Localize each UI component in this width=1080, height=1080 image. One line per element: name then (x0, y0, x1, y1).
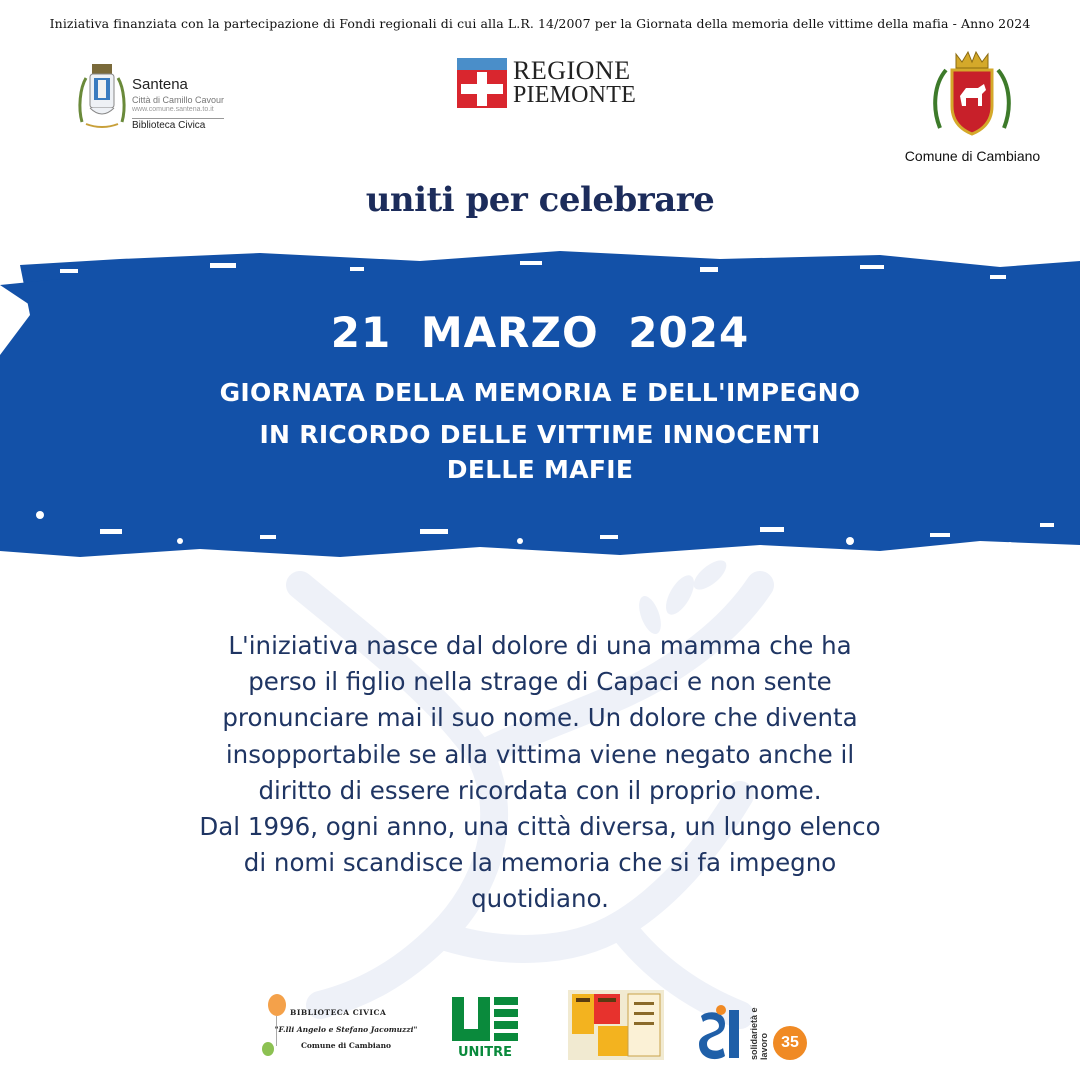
balloon-icon (262, 1042, 274, 1056)
brush-stroke-icon (0, 245, 1080, 575)
santena-subtitle: Città di Camillo Cavour (132, 95, 225, 105)
biblioteca-place: Comune di Cambiano (300, 1041, 392, 1050)
body-line: quotidiano. (471, 884, 609, 914)
piemonte-flag-icon (457, 58, 507, 108)
santena-name: Santena (132, 76, 188, 93)
unitre-label: UNITRE (457, 1045, 513, 1060)
santena-crest-icon (76, 58, 128, 134)
solidarieta-lavoro-logo (697, 1004, 812, 1060)
biblioteca-cambiano-logo (262, 992, 422, 1064)
regione-line1: REGIONE (513, 56, 631, 85)
body-line: perso il figlio nella strage di Capaci e non sente (248, 667, 832, 697)
sl-mark-icon (697, 1004, 747, 1060)
body-line: insopportabile se alla vittima viene negato anche il (225, 739, 855, 769)
body-line: pronunciare mai il suo nome. Un dolore che diventa (222, 703, 858, 733)
cambiano-crest-icon (932, 48, 1012, 144)
banner-line-1: GIORNATA DELLA MEMORIA E DELL'IMPEGNO (219, 378, 861, 407)
body-line: Dal 1996, ogni anno, una città diversa, un lungo elenco (199, 812, 881, 842)
unitre-logo (448, 995, 522, 1061)
balloon-icon (268, 994, 286, 1016)
anniversary-badge: 35 (773, 1026, 807, 1060)
solidarieta-label: solidarietà e lavoro (749, 1007, 769, 1060)
biblioteca-title: BIBLIOTECA CIVICA (290, 1008, 387, 1017)
laboratorio-teatrale-logo (568, 990, 664, 1060)
body-line: di nomi scandisce la memoria che si fa impegno (243, 848, 837, 878)
regione-line2: PIEMONTE (513, 82, 636, 108)
banner-line-2: IN RICORDO DELLE VITTIME INNOCENTI (259, 420, 821, 449)
banner-line-3: DELLE MAFIE (446, 455, 634, 484)
event-date: 21 MARZO 2024 (330, 308, 750, 357)
santena-url: www.comune.santena.to.it (132, 106, 214, 113)
funding-note: Iniziativa finanziata con la partecipazione di Fondi regionali di cui alla L.R. 14/2007 per la Giornata della memoria delle vittime della mafia - Anno 2024 (49, 16, 1031, 31)
santena-library: Biblioteca Civica (132, 118, 224, 131)
biblioteca-subtitle: "F.lli Angelo e Stefano Jacomuzzi" (274, 1025, 418, 1034)
body-text (110, 628, 970, 918)
headline: uniti per celebrare (365, 180, 715, 220)
unitre-mark-icon (448, 995, 522, 1045)
body-line: diritto di essere ricordata con il proprio nome. (258, 775, 822, 805)
title-banner (0, 245, 1080, 575)
theatre-lab-mark-icon (568, 990, 664, 1060)
santena-logo (76, 58, 246, 138)
cambiano-logo (890, 48, 1055, 168)
body-line: L'iniziativa nasce dal dolore di una mamma che ha (228, 631, 852, 660)
regione-piemonte-logo (457, 58, 637, 110)
cambiano-label: Comune di Cambiano (904, 148, 1041, 164)
